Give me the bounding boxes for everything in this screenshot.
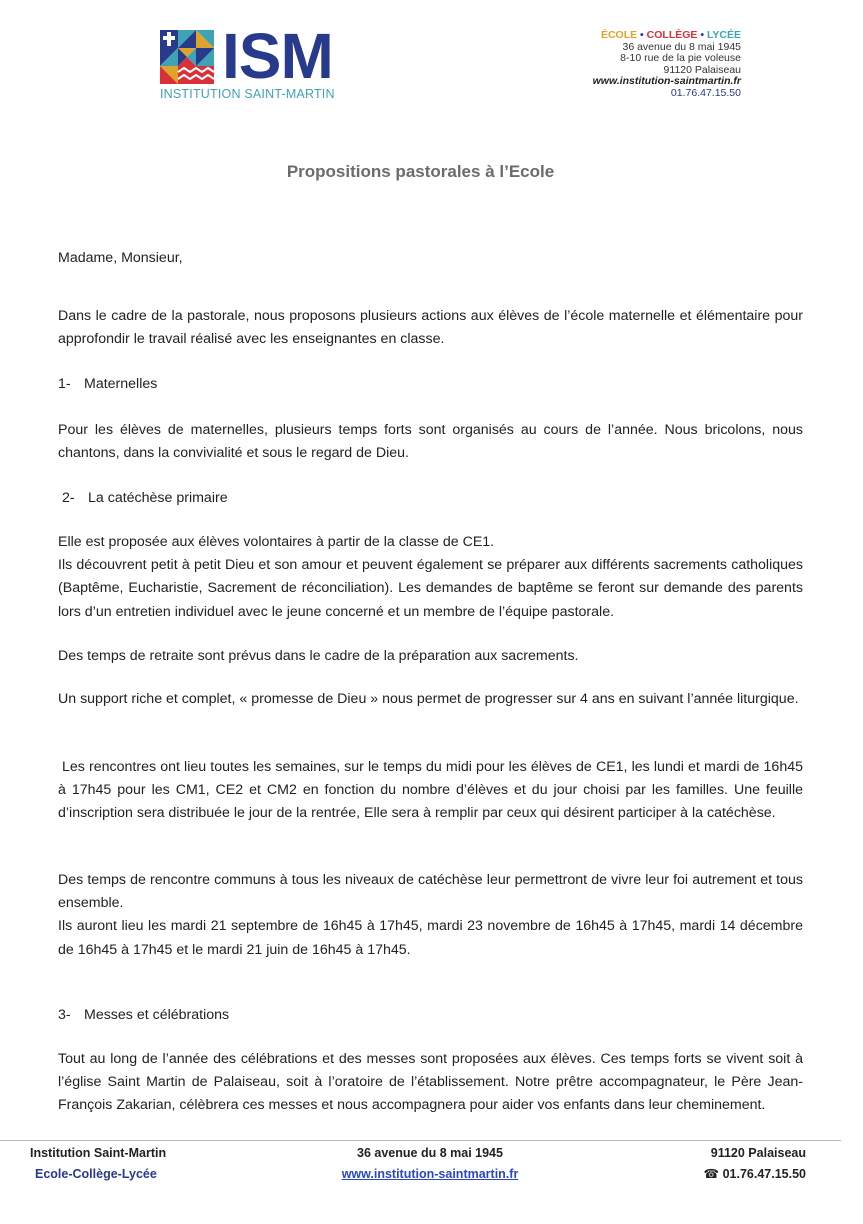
catechese-paragraph-5: Des temps de rencontre communs à tous les niveaux de catéchèse leur permettront de vivre leur foi autrement et tous ensemble. Ils auront lieu les mardi 21 septembre de 16h45 à 17h45, mardi 23 novembre de 16h45 à 17h45, mardi 14 décembre de 16h45 à 17h45 et le mardi 21 juin de 16h45 à 17h45. [58,872,803,958]
telephone-icon: ☎ [703,1167,720,1181]
address-line: 8-10 rue de la pie voleuse [620,52,741,65]
school-levels: ÉCOLE • COLLÈGE • LYCÉE [600,29,741,41]
header-phone: 01.76.47.15.50 [670,86,741,99]
catechese-paragraph-1: Elle est proposée aux élèves volontaires à partir de la classe de CE1. Ils découvrent petit à petit Dieu et son amour et peuvent également se préparer aux différents sacrements catholiques (Baptême, Eucharistie, Sacrement de réconciliation). Les demandes de baptême se feront sur demande des parents lors d’un entretien individuel avec le jeune concerné et un membre de l’équipe pastorale. [58,534,803,620]
document-title: Propositions pastorales à l’Ecole [286,162,555,181]
header-address-block [593,30,741,100]
footer-divider [0,1140,841,1141]
salutation: Madame, Monsieur, [58,250,183,266]
maternelles-paragraph: Pour les élèves de maternelles, plusieurs temps forts sont organisés au cours de l’année. Nous bricolons, nous chantons, dans la convivialité et sous le regard de Dieu. [58,422,803,462]
logo-subtitle: INSTITUTION SAINT-MARTIN [160,87,335,101]
logo-wordmark: ISM [222,20,333,92]
institution-logo [160,20,350,105]
footer-name: Institution Saint-Martin [30,1146,167,1160]
logo-mosaic-icon [160,30,214,84]
footer-institution [30,1143,166,1185]
section-heading-catechese: 2- La catéchèse primaire [62,490,228,506]
footer-contact [335,1143,525,1185]
intro-paragraph: Dans le cadre de la pastorale, nous proposons plusieurs actions aux élèves de l’école maternelle et élémentaire pour approfondir le travail réalisé avec les enseignantes en classe. [58,308,803,348]
footer-website-link[interactable]: www.institution-saintmartin.fr [341,1167,519,1181]
catechese-paragraph-3: Un support riche et complet, « promesse de Dieu » nous permet de progresser sur 4 ans en suivant l’année liturgique. [58,691,799,707]
footer-phone: ☎ 01.76.47.15.50 [703,1167,806,1181]
section-heading-messes: 3- Messes et célébrations [58,1007,230,1023]
footer-levels: Ecole-Collège-Lycée [35,1167,157,1181]
section-heading-maternelles: 1- Maternelles [58,376,158,392]
footer-address: 36 avenue du 8 mai 1945 [357,1146,503,1160]
catechese-paragraph-2: Des temps de retraite sont prévus dans le cadre de la préparation aux sacrements. [58,648,579,664]
address-city: 91120 Palaiseau [663,63,741,76]
header-website-link[interactable]: www.institution-saintmartin.fr [592,75,741,88]
messes-paragraph: Tout au long de l’année des célébrations et des messes sont proposées aux élèves. Ces temps forts se vivent soit à l’église Saint Martin de Palaiseau, soit à l’oratoire de l’établissement. Notre prêtre accompagnateur, le Père Jean-François Zakarian, célèbrera ces messes et nous accompagnera pour aider vos enfants dans leur cheminement. [58,1051,803,1114]
footer-city: 91120 Palaiseau [710,1146,806,1160]
footer-location [704,1143,806,1185]
address-line: 36 avenue du 8 mai 1945 [622,40,741,53]
catechese-paragraph-4: Les rencontres ont lieu toutes les semaines, sur le temps du midi pour les élèves de CE1, les lundi et mardi de 16h45 à 17h45 pour les CM1, CE2 et CM2 en fonction du nombre d’élèves et du jour choisi par les familles. Une feuille d’inscription sera distribuée le jour de la rentrée, Elle sera à remplir par ceux qui désirent participer à la catéchèse. [58,759,803,822]
